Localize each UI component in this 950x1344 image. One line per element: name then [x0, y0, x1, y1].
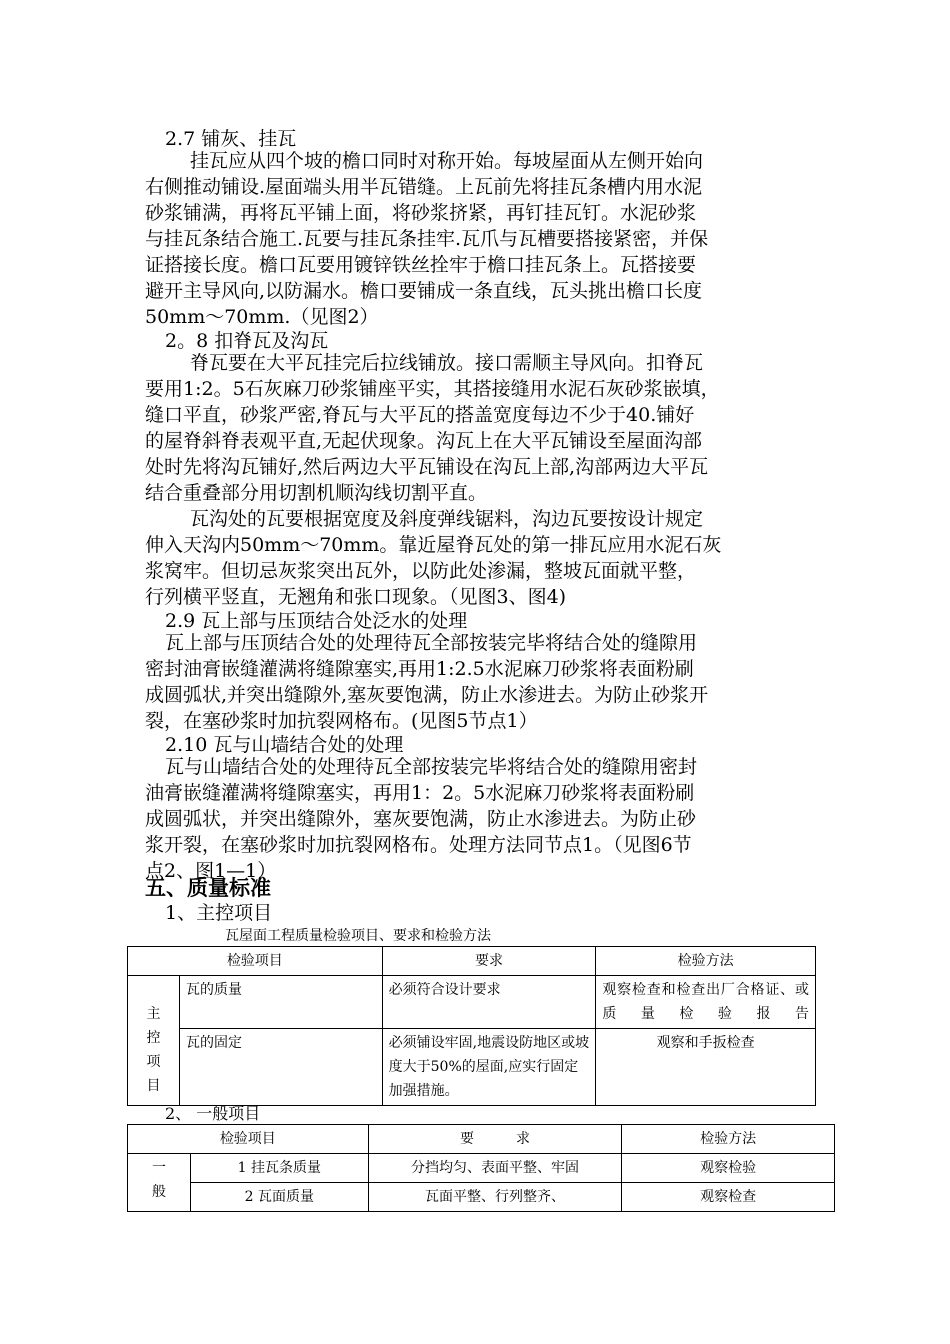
general-items-table	[127, 1124, 835, 1212]
cell-method: 观察检验	[622, 1154, 835, 1183]
paragraph-line: 的屋脊斜脊表观平直,无起伏现象。沟瓦上在大平瓦铺设至屋面沟部	[145, 430, 703, 452]
section-2-9-title: 2.9 瓦上部与压顶结合处泛水的处理	[165, 610, 468, 632]
cell-item: 瓦的固定	[179, 1029, 382, 1106]
paragraph-line: 结合重叠部分用切割机顺沟线切割平直。	[145, 482, 488, 504]
group-label: 主 控 项 目	[128, 976, 180, 1106]
paragraph-line: 密封油膏嵌缝灌满将缝隙塞实,再用1:2.5水泥麻刀砂浆将表面粉刷	[145, 658, 694, 680]
paragraph-line: 砂浆铺满，再将瓦平铺上面，将砂浆挤紧，再钉挂瓦钉。水泥砂浆	[145, 202, 697, 224]
header-method: 检验方法	[596, 947, 816, 976]
paragraph-line: 瓦上部与压顶结合处的处理待瓦全部按装完毕将结合处的缝隙用	[165, 632, 698, 654]
table-header-row	[128, 947, 816, 976]
main-items-table	[127, 946, 816, 1106]
cell-method: 观察检查和检查出厂合格证、或质量检验报告	[596, 976, 816, 1029]
paragraph-line: 裂，在塞砂浆时加抗裂网格布。(见图5节点1）	[145, 710, 538, 732]
paragraph-line: 脊瓦要在大平瓦挂完后拉线铺放。接口需顺主导风向。扣脊瓦	[190, 352, 704, 374]
quality-standard-heading: 五、质量标准	[145, 876, 271, 900]
paragraph-line: 避开主导风向,以防漏水。檐口要铺成一条直线，瓦头挑出檐口长度	[145, 280, 703, 302]
cell-item: 1 挂瓦条质量	[190, 1154, 368, 1183]
header-item: 检验项目	[128, 947, 383, 976]
paragraph-line: 行列横平竖直，无翘角和张口现象。（见图3、图4)	[145, 586, 567, 608]
paragraph-line: 缝口平直，砂浆严密,脊瓦与大平瓦的搭盖宽度每边不少于40.铺好	[145, 404, 695, 426]
section-2-8-title: 2。8 扣脊瓦及沟瓦	[165, 330, 329, 352]
table-row	[128, 976, 816, 1029]
cell-req: 必须铺设牢固,地震设防地区或坡度大于50%的屋面,应实行固定加强措施。	[382, 1029, 596, 1106]
group-label: 一 般	[128, 1154, 191, 1212]
paragraph-line: 成圆弧状，并突出缝隙外，塞灰要饱满，防止水渗进去。为防止砂	[145, 808, 697, 830]
paragraph-line: 伸入天沟内50mm～70mm。靠近屋脊瓦处的第一排瓦应用水泥石灰	[145, 534, 722, 556]
paragraph-line: 右侧推动铺设.屋面端头用半瓦错缝。上瓦前先将挂瓦条槽内用水泥	[145, 176, 703, 198]
cell-req: 分挡均匀、表面平整、牢固	[368, 1154, 622, 1183]
section-2-7-title: 2.7 铺灰、挂瓦	[165, 128, 297, 150]
cell-method: 观察和手扳检查	[596, 1029, 816, 1106]
general-items-title: 2、 一般项目	[165, 1104, 261, 1123]
paragraph-line: 瓦与山墙结合处的处理待瓦全部按装完毕将结合处的缝隙用密封	[165, 756, 698, 778]
paragraph-line: 50mm～70mm.（见图2）	[145, 306, 379, 328]
table-row	[128, 1154, 835, 1183]
cell-item: 瓦的质量	[179, 976, 382, 1029]
table-row	[128, 1029, 816, 1106]
paragraph-line: 挂瓦应从四个坡的檐口同时对称开始。每坡屋面从左侧开始向	[190, 150, 704, 172]
table-row	[128, 1183, 835, 1212]
paragraph-line: 瓦沟处的瓦要根据宽度及斜度弹线锯料，沟边瓦要按设计规定	[190, 508, 704, 530]
cell-method: 观察检查	[622, 1183, 835, 1212]
table-header-row	[128, 1125, 835, 1154]
header-method: 检验方法	[622, 1125, 835, 1154]
paragraph-line: 油膏嵌缝灌满将缝隙塞实，再用1：2。5水泥麻刀砂浆将表面粉刷	[145, 782, 695, 804]
paragraph-line: 成圆弧状,并突出缝隙外,塞灰要饱满，防止水渗进去。为防止砂浆开	[145, 684, 709, 706]
section-2-10-title: 2.10 瓦与山墙结合处的处理	[165, 734, 404, 756]
cell-item: 2 瓦面质量	[190, 1183, 368, 1212]
header-req: 要求	[382, 947, 596, 976]
paragraph-line: 处时先将沟瓦铺好,然后两边大平瓦铺设在沟瓦上部,沟部两边大平瓦	[145, 456, 709, 478]
paragraph-line: 证搭接长度。檐口瓦要用镀锌铁丝拴牢于檐口挂瓦条上。瓦搭接要	[145, 254, 697, 276]
paragraph-line: 浆开裂，在塞砂浆时加抗裂网格布。处理方法同节点1。（见图6节	[145, 834, 692, 856]
paragraph-line: 要用1:2。5石灰麻刀砂浆铺座平实，其搭接缝用水泥石灰砂浆嵌填，	[145, 378, 720, 400]
paragraph-line: 与挂瓦条结合施工.瓦要与挂瓦条挂牢.瓦爪与瓦槽要搭接紧密，并保	[145, 228, 709, 250]
table1-caption: 瓦屋面工程质量检验项目、要求和检验方法	[225, 928, 491, 944]
paragraph-line: 浆窝牢。但切忌灰浆突出瓦外，以防此处渗漏，整坡瓦面就平整，	[145, 560, 697, 582]
header-req: 要 求	[368, 1125, 622, 1154]
cell-req: 瓦面平整、行列整齐、	[368, 1183, 622, 1212]
cell-req: 必须符合设计要求	[382, 976, 596, 1029]
main-items-title: 1、主控项目	[165, 902, 273, 924]
header-item: 检验项目	[128, 1125, 369, 1154]
paragraph-line: 点2、图1—1）	[145, 860, 277, 882]
